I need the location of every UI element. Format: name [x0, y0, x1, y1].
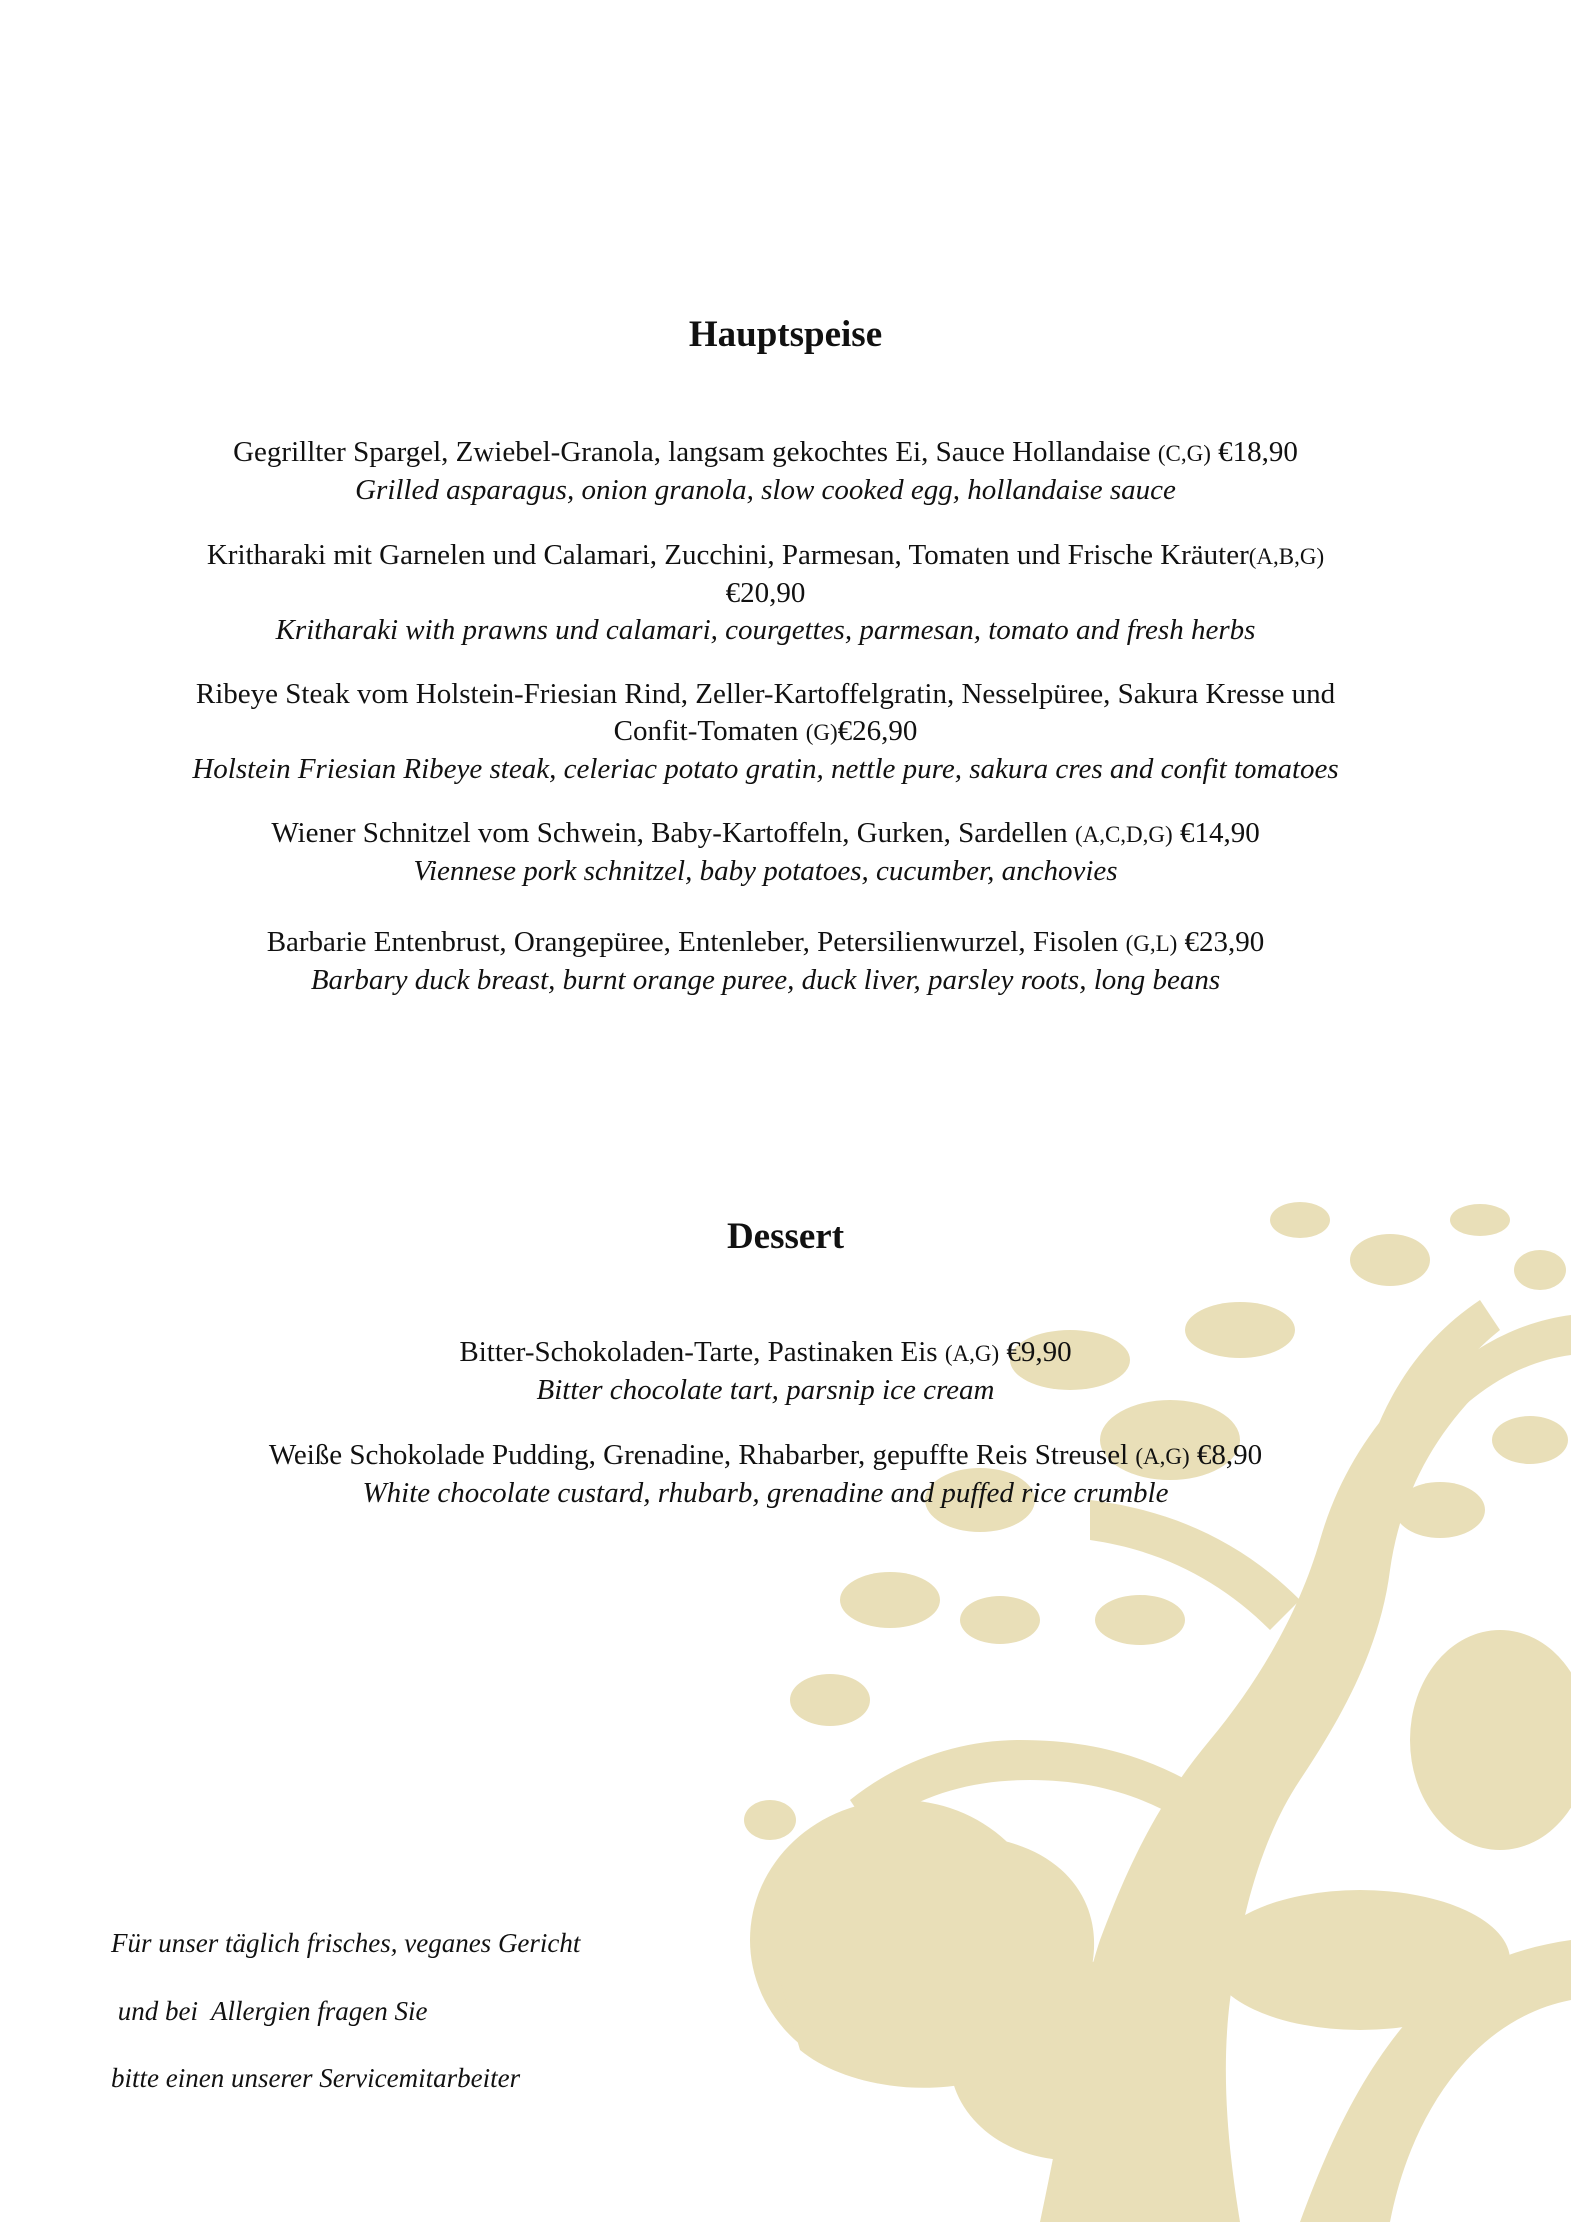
dish-german-cont: Confit-Tomaten (G)€26,90	[613, 715, 918, 747]
dish-german: Barbarie Entenbrust, Orangepüree, Entenleber, Petersilienwurzel, Fisolen (G,L) €23,90	[266, 926, 1265, 958]
allergens: (A,B,G)	[1248, 544, 1325, 569]
price: €18,90	[1218, 436, 1298, 468]
section-title-dessert: Dessert	[726, 1216, 845, 1257]
footnote-line: und bei Allergien fragen Sie	[111, 1996, 428, 2026]
dish-item	[80, 1437, 1451, 1512]
dish-german: Gegrillter Spargel, Zwiebel-Granola, langsam gekochtes Ei, Sauce Hollandaise (C,G) €18,90	[233, 436, 1298, 468]
price: €26,90	[837, 715, 918, 747]
dish-item	[80, 434, 1451, 509]
dish-english: Bitter chocolate tart, parsnip ice cream	[536, 1374, 995, 1406]
price: €20,90	[725, 577, 806, 609]
allergens: (A,G)	[1135, 1444, 1190, 1469]
dish-item	[80, 537, 1451, 649]
dish-english: Kritharaki with prawns und calamari, courgettes, parmesan, tomato and fresh herbs	[275, 614, 1256, 646]
dish-english: Barbary duck breast, burnt orange puree, duck liver, parsley roots, long beans	[310, 964, 1221, 996]
allergens: (A,G)	[944, 1341, 1000, 1366]
dish-german: Wiener Schnitzel vom Schwein, Baby-Kartoffeln, Gurken, Sardellen (A,C,D,G) €14,90	[271, 817, 1260, 849]
dish-item	[80, 1334, 1451, 1409]
dish-item	[80, 924, 1451, 999]
dish-english: Grilled asparagus, onion granola, slow cooked egg, hollandaise sauce	[355, 474, 1176, 506]
dish-item	[80, 815, 1451, 890]
dish-german: Kritharaki mit Garnelen und Calamari, Zucchini, Parmesan, Tomaten und Frische Kräuter(A,B,G)	[206, 539, 1325, 571]
dish-german: Weiße Schokolade Pudding, Grenadine, Rhabarber, gepuffte Reis Streusel (A,G) €8,90	[268, 1439, 1263, 1471]
dish-item	[80, 676, 1451, 788]
allergens: (C,G)	[1157, 441, 1211, 466]
dish-english: Viennese pork schnitzel, baby potatoes, cucumber, anchovies	[413, 855, 1118, 887]
allergens: (G)	[805, 720, 838, 745]
section-title-hauptspeise: Hauptspeise	[688, 314, 883, 355]
price: €8,90	[1196, 1439, 1263, 1471]
dish-german: Ribeye Steak vom Holstein-Friesian Rind, Zeller-Kartoffelgratin, Nesselpüree, Sakura Kresse und	[195, 678, 1336, 710]
allergens: (A,C,D,G)	[1074, 822, 1173, 847]
price: €14,90	[1179, 817, 1260, 849]
footnote-line: Für unser täglich frisches, veganes Gericht	[111, 1928, 581, 1958]
price: €9,90	[1006, 1336, 1072, 1368]
footnote-line: bitte einen unserer Servicemitarbeiter	[111, 2063, 521, 2093]
allergens: (G,L)	[1125, 931, 1178, 956]
dish-german: Bitter-Schokoladen-Tarte, Pastinaken Eis (A,G) €9,90	[459, 1336, 1072, 1368]
dish-english: Holstein Friesian Ribeye steak, celeriac potato gratin, nettle pure, sakura cres and confit tomatoes	[192, 753, 1339, 785]
dish-english: White chocolate custard, rhubarb, grenadine and puffed rice crumble	[362, 1477, 1169, 1509]
price: €23,90	[1184, 926, 1265, 958]
